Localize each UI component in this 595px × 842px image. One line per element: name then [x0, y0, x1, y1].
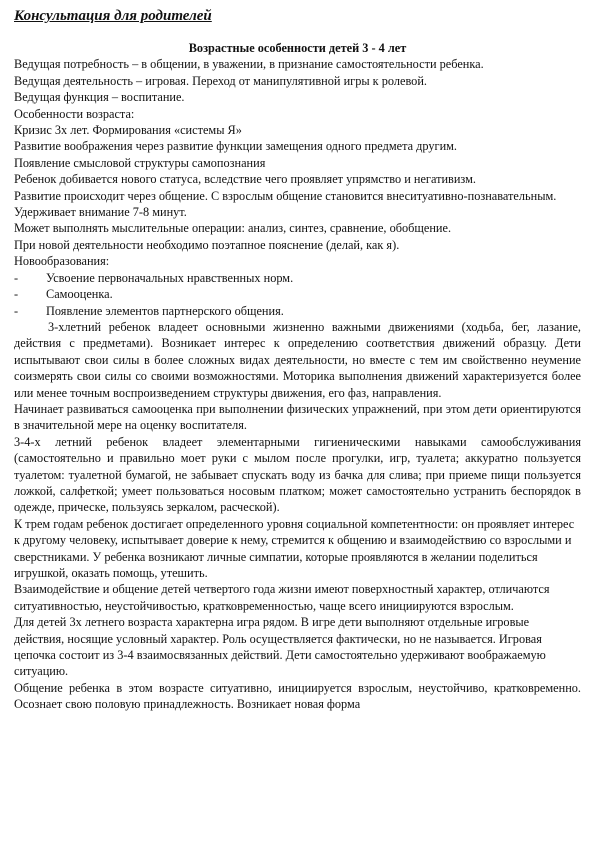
document-title: Возрастные особенности детей 3 - 4 лет	[188, 41, 407, 55]
text-line: Ведущая потребность – в общении, в уважении, в признание самостоятельности ребенка.	[14, 57, 484, 72]
paragraph-hygiene: 3-4-х летний ребенок владеет элементарными гигиеническими навыками самообслуживания (самостоятельно и правильно моет руки с мылом после прогулки, игр, туалета; аккуратно пользуется туалетом: туалетной бумагой, не забывает спускать воду из бачка для слива; при приеме пищи пользуется ложкой, салфеткой; умеет пользоваться носовым платком; может самостоятельно устранить беспорядок в одежде, прическе, пользуясь зеркалом, расческой).	[14, 434, 581, 515]
text-line: Развитие происходит через общение. С взрослым общение становится внеситуативно-познавательным.	[14, 188, 557, 203]
text-line: Новообразования:	[14, 254, 110, 269]
text-line: Особенности возраста:	[14, 106, 135, 121]
list-item	[14, 303, 581, 319]
text-line: Ребенок добивается нового статуса, вследствие чего проявляет упрямство и негативизм.	[14, 172, 476, 187]
text-line: Ведущая деятельность – игровая. Переход от манипулятивной игры к ролевой.	[14, 73, 427, 88]
list-item	[14, 286, 581, 302]
text-line: Появление смысловой структуры самопознания	[14, 155, 266, 170]
paragraph-motor: 3-хлетний ребенок владеет основными жизненно важными движениями (ходьба, бег, лазание, действия с предметами). Возникает интерес к определению соответствия движений образцу. Дети испытывают свои силы в более сложных видах деятельности, но вместе с тем им свойственно неумение соизмерять свои силы со своими возможностями. Моторика выполнения движений характеризуется более или менее точным воспроизведением структуры движения, его фаз, направления.	[14, 319, 581, 400]
list-bullet: -	[14, 303, 19, 318]
paragraph-selfesteem: Начинает развиваться самооценка при выполнении физических упражнений, при этом дети ориентируются в значительной мере на оценку воспитателя.	[14, 401, 581, 433]
paragraph-play: Для детей 3х летнего возраста характерна игра рядом. В игре дети выполняют отдельные игровые действия, носящие условный характер. Роль осуществляется фактически, но не называется. Игровая цепочка состоит из 3-4 взаимосвязанных действий. Дети самостоятельно удерживают воображаемую ситуацию.	[14, 615, 546, 679]
list-item-text: Усвоение первоначальных нравственных норм.	[46, 270, 294, 285]
list-bullet: -	[14, 270, 19, 285]
text-line: Может выполнять мыслительные операции: анализ, синтез, сравнение, обобщение.	[14, 221, 452, 236]
list-item-text: Самооценка.	[46, 287, 113, 302]
list-item-text: Появление элементов партнерского общения.	[46, 303, 284, 318]
paragraph-social: К трем годам ребенок достигает определенного уровня социальной компетентности: он проявляет интерес к другому человеку, испытывает доверие к нему, стремится к общению и взаимодействию со взрослыми и сверстниками. У ребенка возникают личные симпатии, которые проявляются в желании поделиться игрушкой, оказать помощь, утешить.	[14, 516, 575, 580]
text-line: Ведущая функция – воспитание.	[14, 90, 185, 105]
text-line: Кризис 3х лет. Формирования «системы Я»	[14, 123, 242, 138]
paragraph-communication: Общение ребенка в этом возрасте ситуативно, инициируется взрослым, неустойчиво, кратковременно. Осознает свою половую принадлежность. Возникает новая форма	[14, 680, 581, 712]
text-line: Развитие воображения через развитие функции замещения одного предмета другим.	[14, 139, 458, 154]
text-line: Удерживает внимание 7-8 минут.	[14, 205, 187, 220]
text-line: При новой деятельности необходимо поэтапное пояснение (делай, как я).	[14, 237, 400, 252]
paragraph-interaction: Взаимодействие и общение детей четвертого года жизни имеют поверхностный характер, отличаются ситуативностью, неустойчивостью, кратковременностью, чаще всего инициируются взрослым.	[14, 582, 550, 613]
document-header: Консультация для родителей	[14, 8, 212, 24]
list-bullet: -	[14, 287, 19, 302]
list-item	[14, 270, 581, 286]
